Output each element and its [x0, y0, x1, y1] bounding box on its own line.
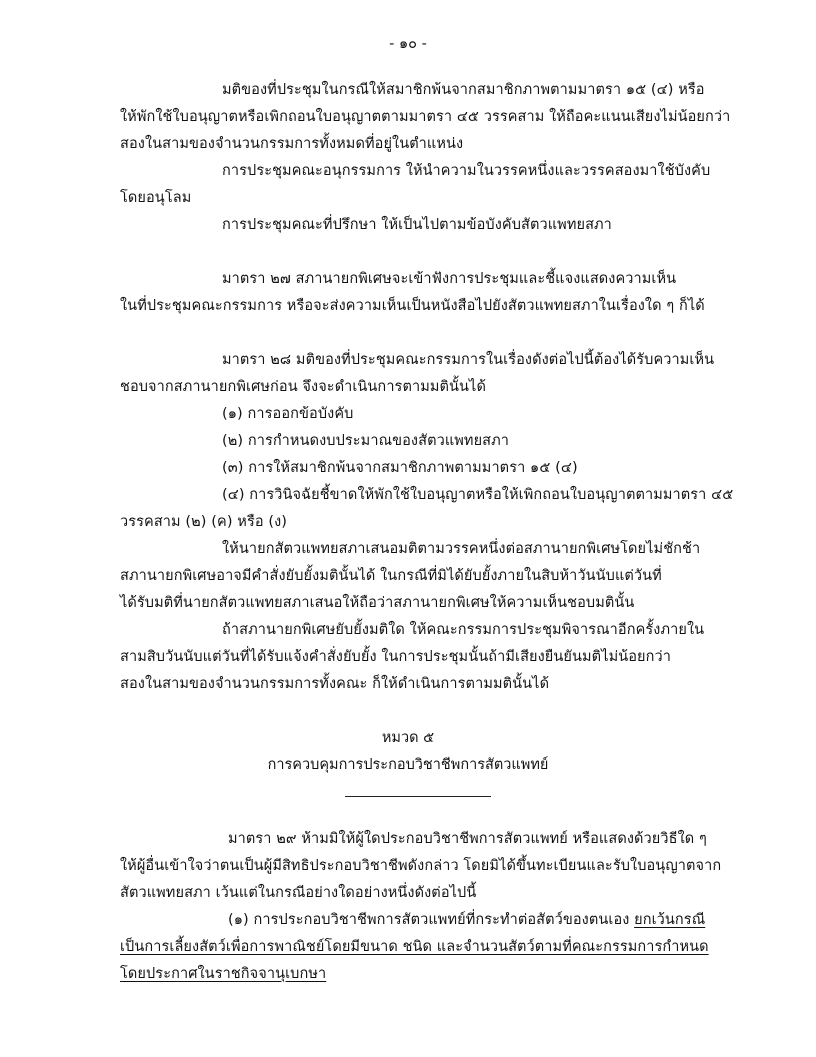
section-28-item-continuation: วรรคสาม (๒) (ค) หรือ (ง) [120, 514, 288, 530]
section-28-line: ชอบจากสภานายกพิเศษก่อน จึงจะดำเนินการตามมตินั้นได้ [120, 379, 486, 395]
page-number: - ๑๐ - [389, 36, 427, 52]
section-28-item: (๓) การให้สมาชิกพ้นจากสมาชิกภาพตามมาตรา ๑๕ (๔) [222, 460, 578, 476]
section-28-paragraph-line: สองในสามของจำนวนกรรมการทั้งคณะ ก็ให้ดำเนินการตามมตินั้นได้ [120, 676, 550, 692]
section-29-amendment-text: ยกเว้นกรณี [634, 912, 706, 928]
section-28-paragraph-line: สามสิบวันนับแต่วันที่ได้รับแจ้งคำสั่งยับยั้ง ในการประชุมนั้นถ้ามีเสียงยืนยันมติไม่น้อยกว่า [120, 649, 672, 665]
chapter-title: การควบคุมการประกอบวิชาชีพการสัตวแพทย์ [267, 757, 549, 773]
section-27-line: มาตรา ๒๗ สภานายกพิเศษจะเข้าฟังการประชุมและชี้แจงแสดงความเห็น [222, 271, 677, 287]
section-29-line: ให้ผู้อื่นเข้าใจว่าตนเป็นผู้มีสิทธิประกอบวิชาชีพดังกล่าว โดยมิได้ขึ้นทะเบียนและรับใบอนุญาตจาก [120, 858, 722, 874]
section-28-item: (๔) การวินิจฉัยชี้ขาดให้พักใช้ใบอนุญาตหรือให้เพิกถอนใบอนุญาตตามมาตรา ๔๕ [222, 487, 734, 503]
section-27-line: ในที่ประชุมคณะกรรมการ หรือจะส่งความเห็นเป็นหนังสือไปยังสัตวแพทยสภาในเรื่องใด ๆ ก็ได้ [120, 298, 705, 314]
section-29-line: สัตวแพทยสภา เว้นแต่ในกรณีอย่างใดอย่างหนึ่งดังต่อไปนี้ [120, 885, 477, 901]
paragraph-line: การประชุมคณะที่ปรึกษา ให้เป็นไปตามข้อบังคับสัตวแพทยสภา [222, 217, 612, 233]
paragraph-line: ให้พักใช้ใบอนุญาตหรือเพิกถอนใบอนุญาตตามมาตรา ๔๕ วรรคสาม ให้ถือคะแนนเสียงไม่น้อยกว่า [120, 109, 731, 125]
section-28-paragraph-line: สภานายกพิเศษอาจมีคำสั่งยับยั้งมตินั้นได้ ในกรณีที่มิได้ยับยั้งภายในสิบห้าวันนับแต่วันที่ [120, 568, 662, 584]
section-28-item: (๒) การกำหนดงบประมาณของสัตวแพทยสภา [222, 433, 510, 449]
section-29-amendment-line: เป็นการเลี้ยงสัตว์เพื่อการพาณิชย์โดยมีขนาด ชนิด และจำนวนสัตว์ตามที่คณะกรรมการกำหนด [120, 939, 709, 955]
section-28-item: (๑) การออกข้อบังคับ [222, 406, 354, 422]
chapter-divider [345, 796, 491, 797]
section-28-paragraph-line: ถ้าสภานายกพิเศษยับยั้งมติใด ให้คณะกรรมการประชุมพิจารณาอีกครั้งภายใน [222, 622, 705, 638]
section-29-line: มาตรา ๒๙ ห้ามมิให้ผู้ใดประกอบวิชาชีพการสัตวแพทย์ หรือแสดงด้วยวิธีใด ๆ [228, 831, 707, 847]
section-29-item-line [228, 910, 705, 930]
chapter-heading: หมวด ๕ [381, 730, 435, 746]
section-28-line: มาตรา ๒๘ มติของที่ประชุมคณะกรรมการในเรื่องดังต่อไปนี้ต้องได้รับความเห็น [222, 352, 715, 368]
paragraph-line: มติของที่ประชุมในกรณีให้สมาชิกพ้นจากสมาชิกภาพตามมาตรา ๑๕ (๔) หรือ [222, 82, 705, 98]
section-29-item-text: (๑) การประกอบวิชาชีพการสัตวแพทย์ที่กระทำต่อสัตว์ของตนเอง [228, 912, 635, 928]
paragraph-line: โดยอนุโลม [120, 190, 192, 206]
section-29-amendment-line: โดยประกาศในราชกิจจานุเบกษา [120, 966, 327, 982]
section-28-paragraph-line: ได้รับมติที่นายกสัตวแพทยสภาเสนอให้ถือว่าสภานายกพิเศษให้ความเห็นชอบมตินั้น [120, 595, 635, 611]
section-28-paragraph-line: ให้นายกสัตวแพทยสภาเสนอมติตามวรรคหนึ่งต่อสภานายกพิเศษโดยไม่ชักช้า [222, 541, 701, 557]
paragraph-line: การประชุมคณะอนุกรรมการ ให้นำความในวรรคหนึ่งและวรรคสองมาใช้บังคับ [222, 163, 711, 179]
paragraph-line: สองในสามของจำนวนกรรมการทั้งหมดที่อยู่ในตำแหน่ง [120, 136, 464, 152]
